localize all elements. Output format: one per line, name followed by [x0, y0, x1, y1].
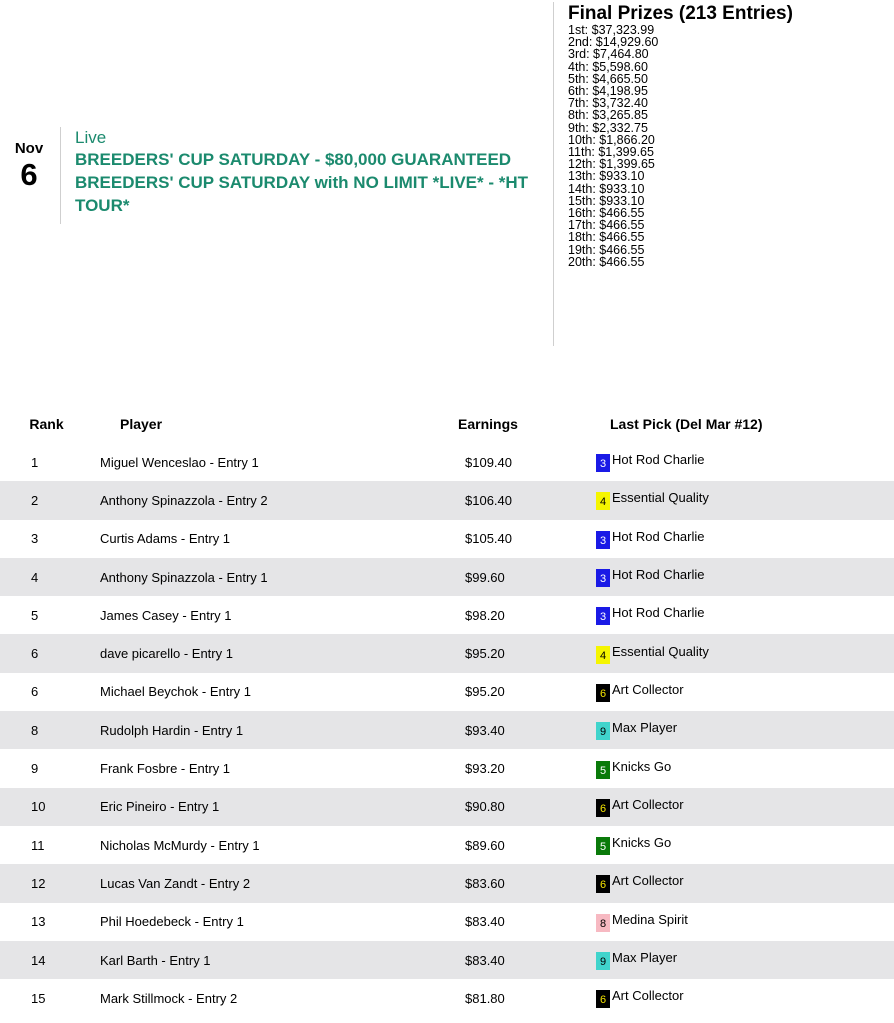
last-pick-cell [594, 864, 894, 902]
player-header: Player [120, 416, 163, 432]
table-row[interactable] [0, 634, 894, 672]
earnings-cell: $99.60 [458, 558, 594, 596]
table-row[interactable] [0, 788, 894, 826]
table-row[interactable] [0, 558, 894, 596]
last-pick-cell [594, 711, 894, 749]
table-row[interactable] [0, 596, 894, 634]
prize-item: 19th: $466.55 [568, 242, 645, 257]
horse-name: Knicks Go [612, 835, 672, 851]
post-position-badge: 5 [596, 761, 610, 779]
player-cell[interactable]: Lucas Van Zandt - Entry 2 [93, 864, 458, 902]
player-cell[interactable]: Nicholas McMurdy - Entry 1 [100, 837, 260, 853]
prize-item: 4th: $5,598.60 [568, 59, 648, 74]
table-row[interactable] [0, 979, 894, 1017]
prize-item: 6th: $4,198.95 [568, 84, 648, 99]
prize-list [568, 24, 793, 268]
post-position-badge: 3 [596, 569, 610, 587]
last-pick-cell [594, 941, 894, 979]
prize-item: 2nd: $14,929.60 [568, 35, 659, 50]
last-pick-cell [594, 481, 894, 519]
table-row[interactable] [0, 749, 894, 787]
player-cell[interactable]: Phil Hoedebeck - Entry 1 [100, 914, 244, 930]
earnings-cell: $83.40 [458, 941, 594, 979]
prize-item: 14th: $933.10 [568, 181, 645, 196]
prize-item: 9th: $2,332.75 [568, 120, 648, 135]
rank-header: Rank [29, 416, 64, 432]
horse-name: Essential Quality [612, 490, 709, 506]
last-pick-header: Last Pick (Del Mar #12) [610, 416, 763, 432]
table-row[interactable] [0, 673, 894, 711]
last-pick-cell [594, 673, 894, 711]
earnings-cell: $98.20 [465, 607, 505, 623]
post-position-badge: 3 [596, 454, 610, 472]
table-row[interactable] [0, 903, 894, 941]
prize-item: 13th: $933.10 [568, 169, 645, 184]
horse-name: Hot Rod Charlie [612, 605, 705, 621]
date-divider [60, 127, 61, 224]
rank-cell: 1 [31, 454, 39, 470]
player-cell[interactable]: Curtis Adams - Entry 1 [100, 531, 231, 547]
post-position-badge: 6 [596, 875, 610, 893]
rank-cell: 5 [31, 607, 39, 623]
player-cell[interactable]: dave picarello - Entry 1 [93, 634, 458, 672]
leaderboard-rows [0, 443, 894, 1017]
earnings-cell: $83.40 [465, 914, 505, 930]
post-position-badge: 9 [596, 722, 610, 740]
leaderboard-table [0, 405, 894, 1017]
table-row[interactable] [0, 443, 894, 481]
last-pick-cell [594, 979, 894, 1017]
earnings-cell: $106.40 [458, 481, 594, 519]
table-row[interactable] [0, 941, 894, 979]
post-position-badge: 3 [596, 607, 610, 625]
prize-item: 10th: $1,866.20 [568, 132, 655, 147]
player-cell[interactable]: Anthony Spinazzola - Entry 1 [93, 558, 458, 596]
post-position-badge: 6 [596, 684, 610, 702]
horse-name: Essential Quality [612, 643, 709, 659]
earnings-cell: $93.40 [458, 711, 594, 749]
prize-item: 20th: $466.55 [568, 254, 645, 269]
table-row[interactable] [0, 520, 894, 558]
player-cell[interactable]: Karl Barth - Entry 1 [93, 941, 458, 979]
horse-name: Knicks Go [612, 758, 672, 774]
earnings-cell: $109.40 [465, 454, 512, 470]
rank-cell: 6 [0, 634, 93, 672]
last-pick-cell [594, 520, 894, 558]
rank-cell: 3 [31, 531, 39, 547]
table-row[interactable] [0, 481, 894, 519]
horse-name: Max Player [612, 720, 678, 736]
prize-item: 18th: $466.55 [568, 230, 645, 245]
player-cell[interactable]: Michael Beychok - Entry 1 [100, 684, 252, 700]
player-cell[interactable]: Anthony Spinazzola - Entry 2 [93, 481, 458, 519]
rank-cell: 10 [0, 788, 93, 826]
last-pick-cell [594, 596, 894, 634]
table-row[interactable] [0, 826, 894, 864]
rank-cell: 13 [31, 914, 46, 930]
horse-name: Hot Rod Charlie [612, 567, 705, 583]
earnings-cell: $95.20 [465, 684, 505, 700]
rank-cell: 9 [31, 761, 39, 777]
player-cell[interactable]: Rudolph Hardin - Entry 1 [93, 711, 458, 749]
last-pick-cell [594, 443, 894, 481]
horse-name: Max Player [612, 950, 678, 965]
player-cell[interactable]: Frank Fosbre - Entry 1 [100, 761, 231, 777]
earnings-cell: $95.20 [458, 634, 594, 672]
last-pick-cell [594, 788, 894, 826]
prizes-divider [553, 2, 554, 346]
earnings-cell: $90.80 [458, 788, 594, 826]
earnings-cell: $89.60 [465, 837, 505, 853]
rank-cell: 8 [0, 711, 93, 749]
event-date [0, 140, 58, 192]
last-pick-cell [594, 749, 894, 787]
table-header-row [0, 405, 894, 443]
rank-cell: 14 [0, 941, 93, 979]
player-cell[interactable]: James Casey - Entry 1 [100, 607, 232, 623]
prize-item: 1st: $37,323.99 [568, 23, 655, 37]
prize-item: 17th: $466.55 [568, 218, 645, 233]
horse-name: Art Collector [612, 988, 684, 1004]
table-row[interactable] [0, 864, 894, 902]
post-position-badge: 5 [596, 837, 610, 855]
prize-item: 5th: $4,665.50 [568, 71, 648, 86]
event-day: 6 [20, 157, 38, 192]
rank-cell: 2 [0, 481, 93, 519]
prize-item: 3rd: $7,464.80 [568, 47, 649, 62]
rank-cell: 4 [0, 558, 93, 596]
horse-name: Art Collector [612, 873, 684, 889]
prize-item: 15th: $933.10 [568, 193, 645, 208]
live-status: Live [75, 128, 107, 147]
horse-name: Art Collector [612, 796, 684, 812]
final-prizes [568, 4, 793, 268]
post-position-badge: 6 [596, 799, 610, 817]
post-position-badge: 3 [596, 531, 610, 549]
table-row[interactable] [0, 711, 894, 749]
horse-name: Hot Rod Charlie [612, 452, 705, 468]
last-pick-cell [594, 903, 894, 941]
rank-cell: 6 [31, 684, 39, 700]
horse-name: Medina Spirit [612, 911, 688, 927]
tournament-title[interactable]: BREEDERS' CUP SATURDAY - $80,000 GUARANTEED BREEDERS' CUP SATURDAY with NO LIMIT *LIVE* - *HT TOUR* [75, 150, 529, 215]
rank-cell: 12 [0, 864, 93, 902]
player-cell[interactable]: Miguel Wenceslao - Entry 1 [100, 454, 259, 470]
post-position-badge: 4 [596, 492, 610, 510]
earnings-cell: $81.80 [465, 990, 505, 1006]
prize-item: 8th: $3,265.85 [568, 108, 648, 123]
last-pick-cell [594, 826, 894, 864]
horse-name: Art Collector [612, 681, 684, 697]
event-month: Nov [14, 140, 44, 157]
player-cell[interactable]: Mark Stillmock - Entry 2 [100, 990, 238, 1006]
prizes-title: Final Prizes (213 Entries) [568, 3, 793, 24]
player-cell[interactable]: Eric Pineiro - Entry 1 [93, 788, 458, 826]
horse-name: Hot Rod Charlie [612, 528, 705, 544]
earnings-header: Earnings [458, 416, 518, 432]
prize-item: 11th: $1,399.65 [568, 145, 654, 160]
tournament-info [75, 128, 545, 217]
last-pick-cell [594, 634, 894, 672]
earnings-cell: $93.20 [465, 761, 505, 777]
post-position-badge: 4 [596, 646, 610, 664]
prize-item: 7th: $3,732.40 [568, 96, 648, 111]
earnings-cell: $83.60 [458, 864, 594, 902]
prize-item: 16th: $466.55 [568, 206, 645, 221]
rank-cell: 15 [31, 990, 46, 1006]
post-position-badge: 9 [596, 952, 610, 970]
prize-item: 12th: $1,399.65 [568, 157, 655, 172]
post-position-badge: 8 [596, 914, 610, 932]
last-pick-cell [594, 558, 894, 596]
post-position-badge: 6 [596, 990, 610, 1008]
rank-cell: 11 [31, 837, 45, 853]
earnings-cell: $105.40 [465, 531, 512, 547]
